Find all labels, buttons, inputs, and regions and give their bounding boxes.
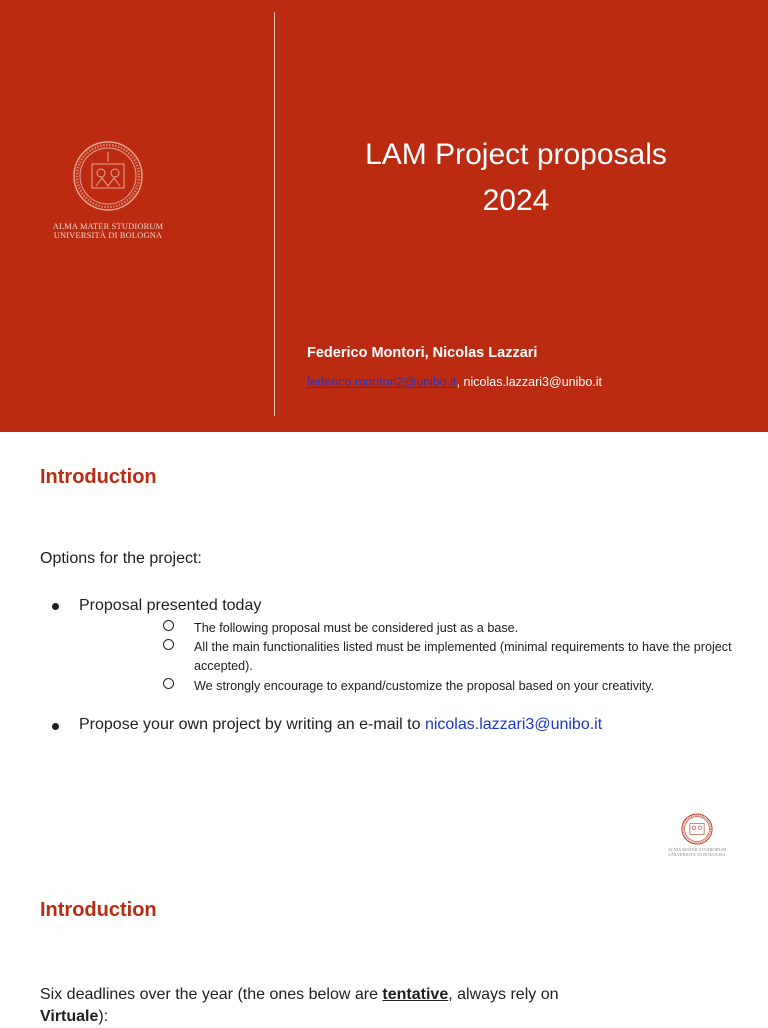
sub-bullet-icon	[163, 620, 174, 631]
slide-heading: Introduction	[40, 899, 157, 921]
authors: Federico Montori, Nicolas Lazzari	[307, 345, 538, 361]
sub-bullet-icon	[163, 639, 174, 650]
email-lazzari: nicolas.lazzari3@unibo.it	[463, 375, 602, 389]
sub-bullet-icon	[163, 678, 174, 689]
sub-bullet-item: The following proposal must be considered just as a base.	[194, 621, 519, 635]
intro-text: Options for the project:	[40, 550, 202, 567]
bullet-icon	[52, 603, 59, 610]
university-seal-icon	[72, 140, 144, 212]
email-link-lazzari[interactable]: nicolas.lazzari3@unibo.it	[424, 716, 603, 733]
bullet-icon	[52, 723, 59, 730]
university-seal-icon	[681, 813, 713, 845]
deadlines-text: Six deadlines over the year (the ones below are tentative, always rely on Virtuale):	[40, 986, 559, 1025]
university-logo-text: ALMA MATER STUDIORUM UNIVERSITÀ DI BOLOGNA	[52, 222, 164, 240]
bullet-item: Propose your own project by writing an e-mail to nicolas.lazzari3@unibo.it	[79, 716, 603, 733]
sub-bullet-item: All the main functionalities listed must be implemented (minimal requirements to have the project accepted).	[194, 640, 732, 673]
vertical-divider	[274, 12, 275, 416]
title-slide	[0, 0, 768, 432]
university-logo-text: ALMA MATER STUDIORUM UNIVERSITÀ DI BOLOGNA	[667, 847, 727, 857]
bullet-item: Proposal presented today	[79, 597, 262, 614]
presentation-title: LAM Project proposals 2024	[365, 138, 667, 217]
sub-bullet-item: We strongly encourage to expand/customize the proposal based on your creativity.	[194, 679, 655, 693]
author-emails: federico.montori2@unibo.it, nicolas.lazzari3@unibo.it	[307, 375, 602, 389]
slide-heading: Introduction	[40, 466, 157, 488]
email-link-montori[interactable]: federico.montori2@unibo.it	[307, 375, 457, 389]
